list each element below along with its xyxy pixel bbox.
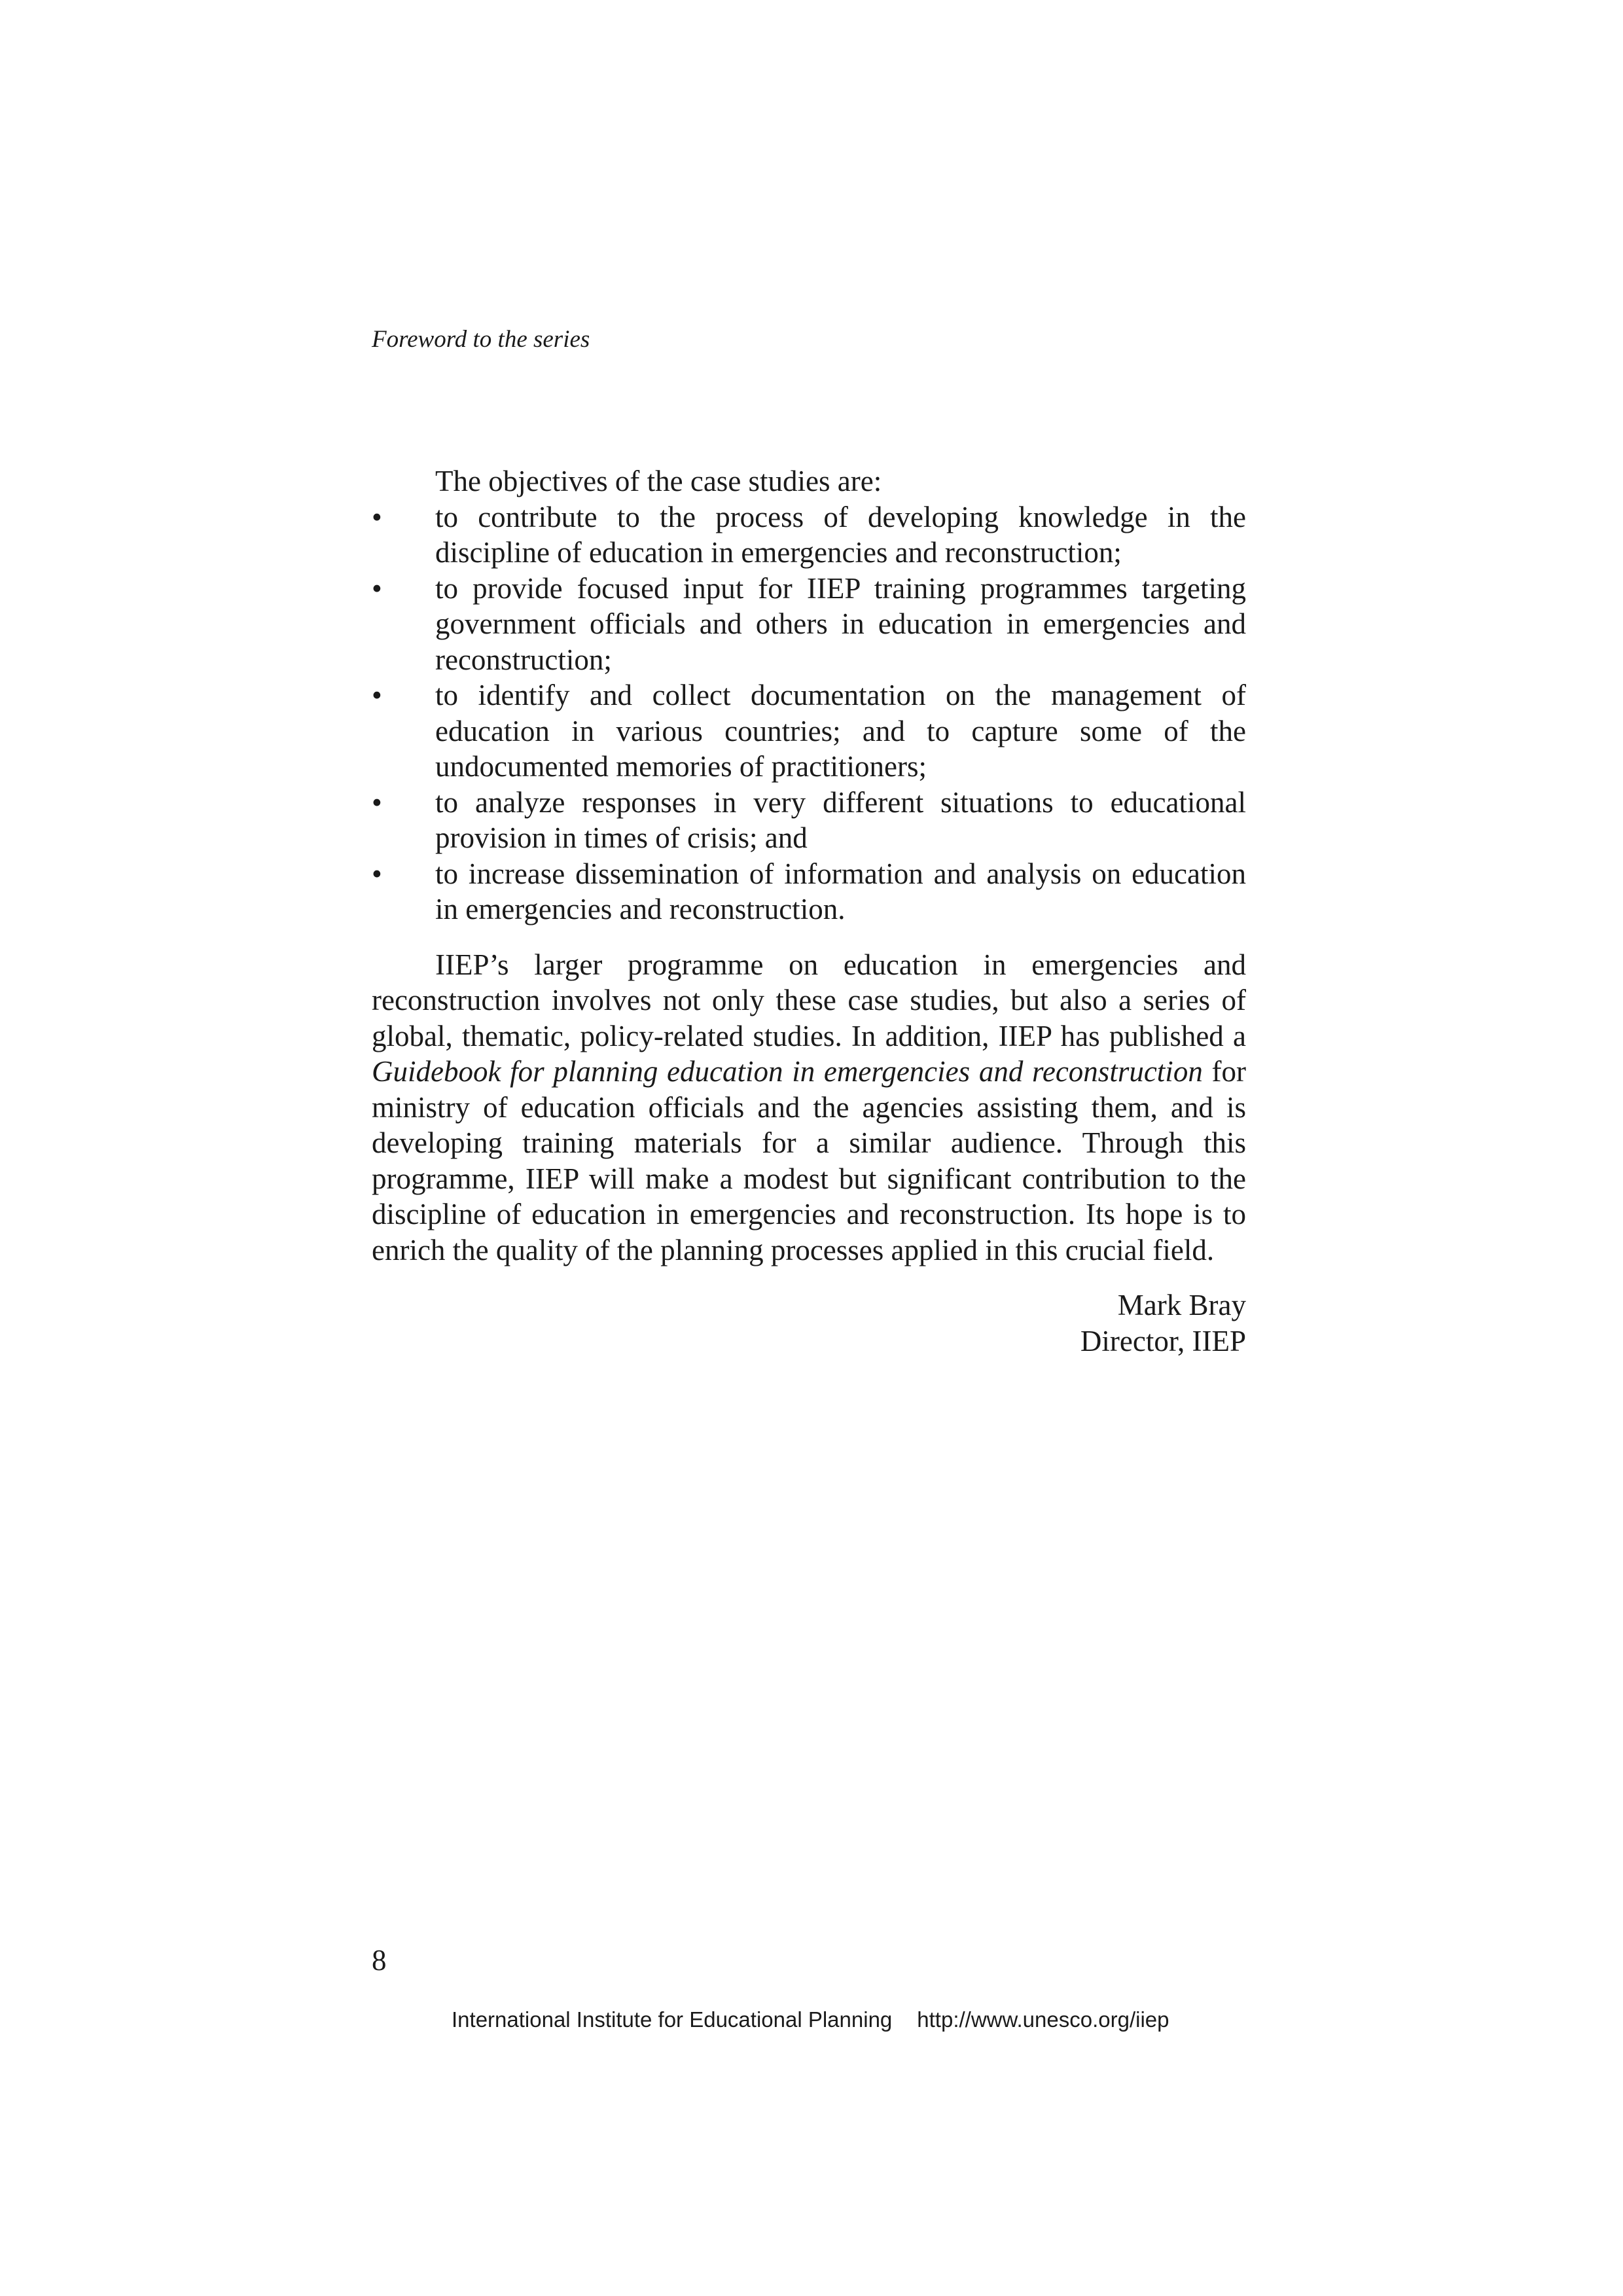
- paragraph-text-end: for ministry of education officials and the agencies assisting them, and is developing training materials for a similar audience. Through this programme, IIEP will make a modest but significant contribution to the discipline of education in emergencies and reconstruction. Its hope is to enrich the quality of the planning processes applied in this crucial field.: [372, 1055, 1246, 1266]
- objective-text: to contribute to the process of developing knowledge in the discipline of education in emergencies and reconstruction;: [435, 500, 1246, 569]
- page-body: [372, 463, 1246, 1359]
- signature-block: [372, 1287, 1246, 1359]
- objective-text: to provide focused input for IIEP training programmes targeting government officials and others in education in emergencies and reconstruction;: [435, 571, 1246, 676]
- footer-url: http://www.unesco.org/iiep: [917, 2007, 1169, 2032]
- objectives-intro: The objectives of the case studies are:: [435, 465, 882, 497]
- objective-text: to identify and collect documentation on the management of education in various countries; and to capture some of the undocumented memories of practitioners;: [435, 679, 1246, 783]
- objective-item-3: [372, 677, 1246, 785]
- objective-item-5: [372, 856, 1246, 927]
- objective-item-1: [372, 499, 1246, 571]
- objective-text: to analyze responses in very different situations to educational provision in times of crisis; and: [435, 785, 1246, 854]
- programme-paragraph: [372, 947, 1246, 1268]
- page-footer: [452, 2005, 1169, 2034]
- signatory-title: Director, IIEP: [1080, 1324, 1246, 1357]
- footer-institute: International Institute for Educational Planning: [452, 2007, 893, 2032]
- objective-text: to increase dissemination of information and analysis on education in emergencies and reconstruction.: [435, 857, 1246, 925]
- paragraph-text-start: IIEP’s larger programme on education in emergencies and reconstruction involves not only these case studies, but also a series of global, thematic, policy-related studies. In addition, IIEP has published a: [372, 948, 1246, 1052]
- page-number: 8: [372, 1944, 387, 1977]
- bullet-icon: •: [372, 500, 382, 533]
- objective-item-2: [372, 571, 1246, 678]
- bullet-icon: •: [372, 571, 382, 605]
- bullet-icon: •: [372, 857, 382, 890]
- guidebook-title: Guidebook for planning education in emergencies and reconstruction: [372, 1055, 1203, 1088]
- objectives-list: [372, 499, 1246, 927]
- bullet-icon: •: [372, 679, 382, 711]
- objective-item-4: [372, 785, 1246, 856]
- bullet-icon: •: [372, 785, 382, 819]
- running-title: Foreword to the series: [372, 326, 590, 353]
- signatory-name: Mark Bray: [1117, 1289, 1246, 1321]
